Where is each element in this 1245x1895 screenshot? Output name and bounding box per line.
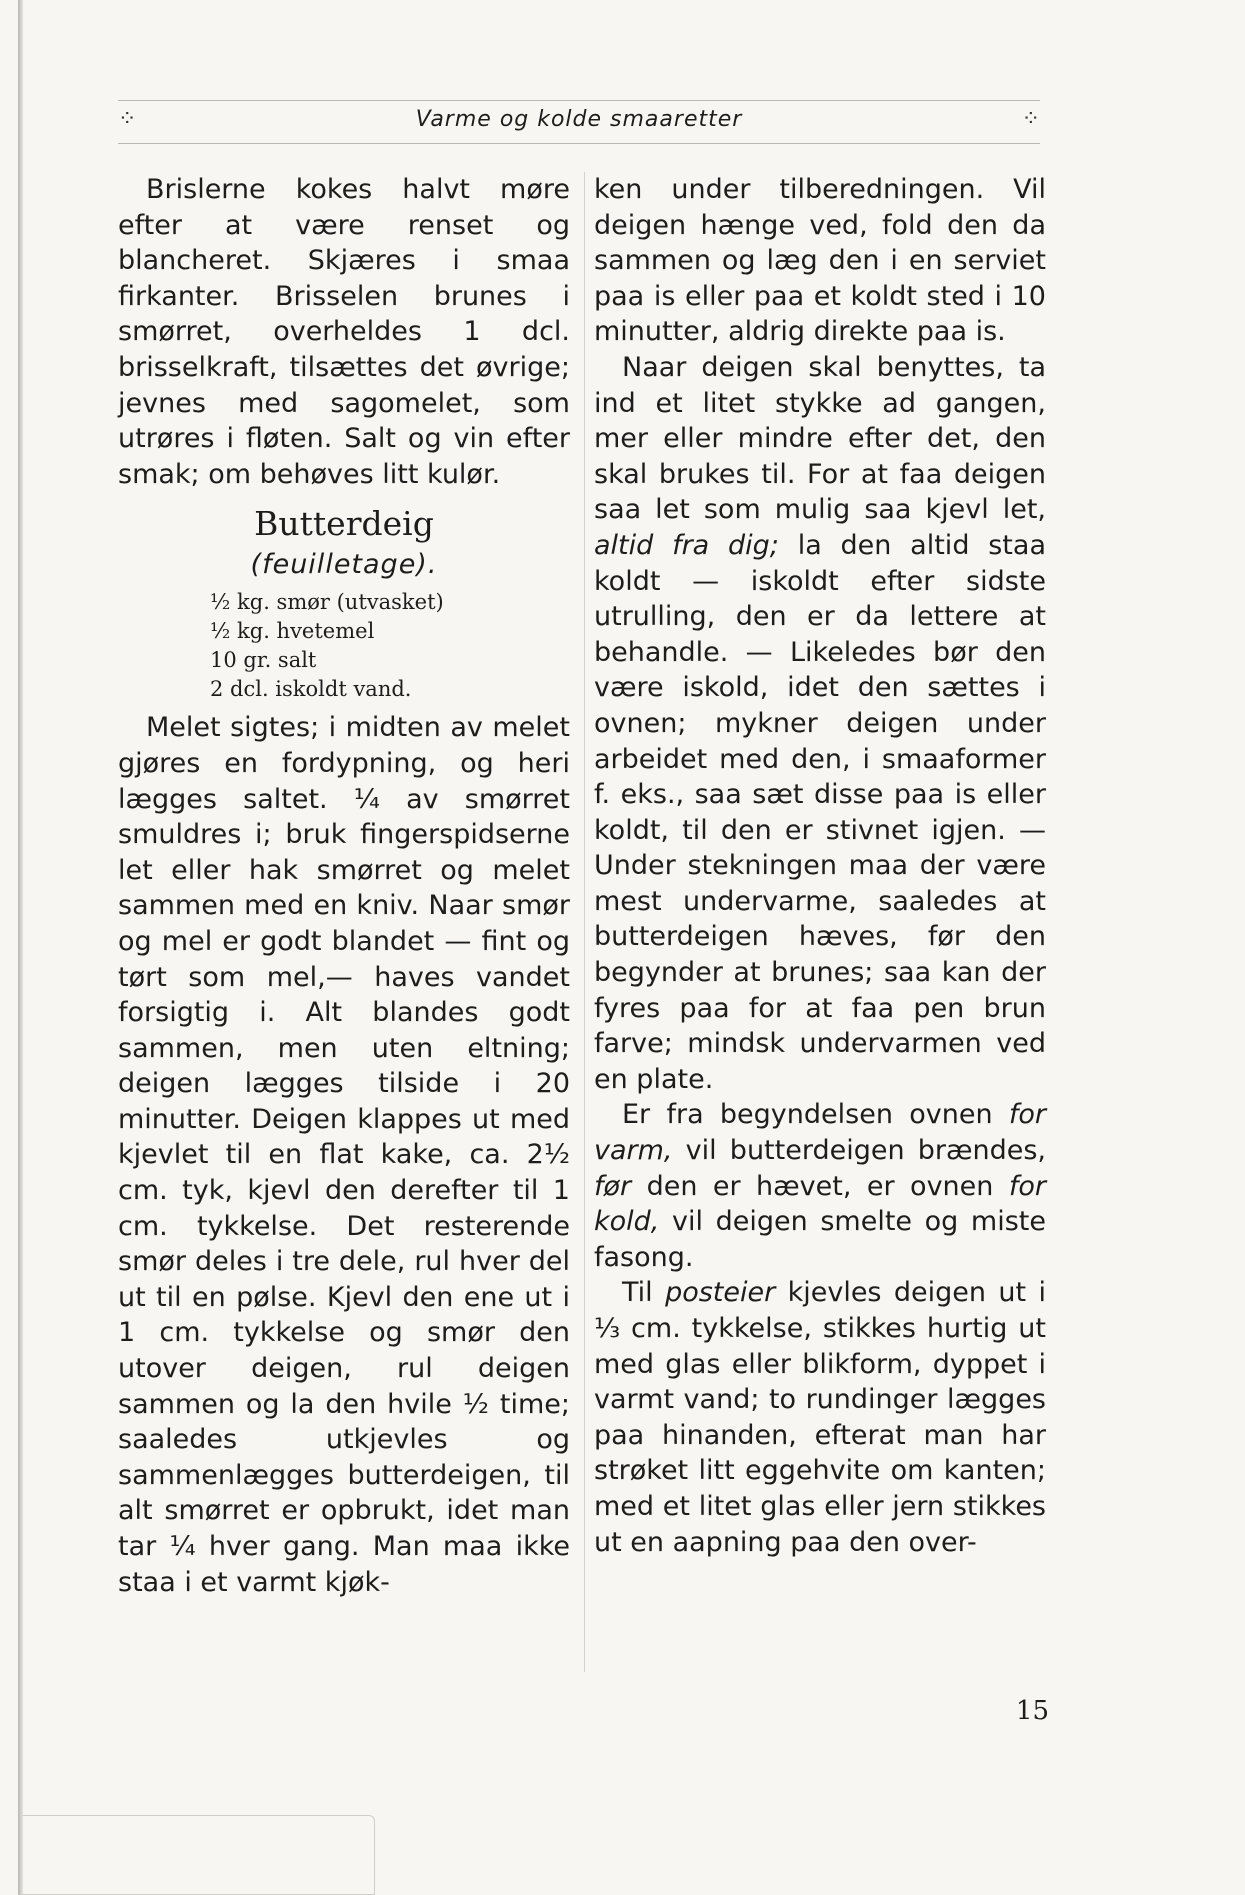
recipe-heading: Butterdeig: [254, 504, 434, 544]
ingredient-list: [118, 588, 570, 704]
paragraph-brislerne: Brislerne kokes halvt møre efter at være renset og blancheret. Skjæres i smaa firkanter. Brisselen brunes i smørret, overheldes 1 dcl. brisselkraft, tilsættes det øvrige; jevnes med sagomelet, som utrøres i fløten. Salt og vin efter smak; om behøves litt kulør.: [118, 174, 570, 490]
ingredient-item: ½ kg. smør (utvasket): [210, 590, 444, 615]
running-header: [118, 100, 1040, 144]
recipe-subheading: (feuilletage).: [250, 549, 438, 581]
paragraph-continuation: ken under tilberedningen. Vil deigen hænge ved, fold den da sammen og læg den i en serviet paa is eller paa et koldt sted i 10 minutter, aldrig direkte paa is.: [594, 174, 1046, 348]
paragraph-method: Melet sigtes; i midten av melet gjøres en fordypning, og heri lægges saltet. ¼ av smørret smuldres i; bruk fingerspidserne let eller hak smørret og melet sammen med en kniv. Naar smør og mel er godt blandet — fint og tørt som mel,— haves vandet forsigtig i. Alt blandes godt sammen, men uten eltning; deigen lægges tilside i 20 minutter. Deigen klappes ut med kjevlet til en flat kake, ca. 2½ cm. tyk, kjevl den derefter til 1 cm. tykkelse. Det resterende smør deles i tre dele, rul hver del ut til en pølse. Kjevl den ene ut i 1 cm. tykkelse og smør den utover deigen, rul deigen sammen og la den hvile ½ time; saaledes utkjevles og sammenlægges butterdeigen, til alt smørret er opbrukt, idet man tar ¼ hver gang. Man maa ikke staa i et varmt kjøk-: [118, 712, 570, 1598]
paragraph-oven: Er fra begyndelsen ovnen for varm, vil butterdeigen brændes, før den er hævet, er ovnen for kold, vil deigen smelte og miste fasong.: [594, 1099, 1046, 1273]
paragraph-posteier: Til posteier kjevles deigen ut i ⅓ cm. tykkelse, stikkes hurtig ut med glas eller blikform, dyppet i varmt vand; to rundinger lægges paa hinanden, efterat man har strøket litt eggehvite om kanten; med et litet glas eller jern stikkes ut en aapning paa den over-: [594, 1277, 1046, 1558]
ingredient-item: ½ kg. hvetemel: [210, 619, 375, 644]
running-title: Varme og kolde smaaretter: [415, 107, 743, 132]
book-binding-edge: [18, 0, 23, 1895]
column-divider: [584, 172, 585, 1672]
paragraph-use: Naar deigen skal benyttes, ta ind et litet stykke ad gangen, mer eller mindre efter det, den skal brukes til. For at faa deigen saa let som mulig saa kjevl let, altid fra dig; la den altid staa koldt — iskoldt efter sidste utrulling, den er da lettere at behandle. — Likeledes bør den være iskold, idet den sættes i ovnen; mykner deigen under arbeidet med den, i smaaformer f. eks., saa sæt disse paa is eller koldt, til den er stivnet igjen. — Under stekningen maa der være mest undervarme, saaledes at butterdeigen hæves, før den begynder at brunes; saa kan der fyres paa for at faa pen brun farve; mindsk undervarmen ved en plate.: [594, 351, 1046, 1095]
ingredient-item: 10 gr. salt: [210, 648, 317, 673]
ingredient-item: 2 dcl. iskoldt vand.: [210, 677, 412, 702]
page-number: 15: [1015, 1696, 1049, 1726]
left-column: [118, 172, 570, 1600]
right-column: [594, 172, 1046, 1560]
ornament-left-icon: ⁘: [118, 107, 137, 132]
page-corner-outline: [22, 1815, 375, 1895]
ornament-right-icon: ⁘: [1021, 107, 1040, 132]
